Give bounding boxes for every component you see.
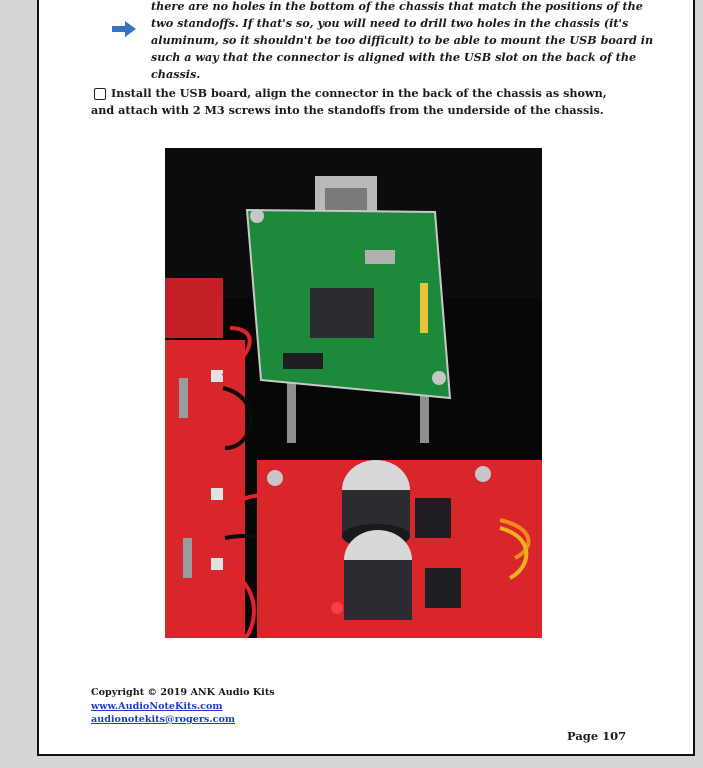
email-link[interactable]: audionotekits@rogers.com	[91, 714, 236, 725]
page-number: Page 107	[567, 729, 627, 743]
step-instruction: Install the USB board, align the connector in the back of the chassis as shown, and attach with 2 M3 screws into the standoffs from the underside of the chassis.	[91, 86, 607, 117]
right-arrow-icon	[111, 19, 137, 39]
usb-board-photo	[165, 148, 542, 638]
footer	[91, 686, 275, 727]
website-link[interactable]: www.AudioNoteKits.com	[91, 700, 223, 712]
note-text: there are no holes in the bottom of the chassis that match the positions of the two standoffs. If that's so, you will need to drill two holes in the chassis (it's aluminum, so it shouldn't be too difficult) to be able to mount the USB board in such a way that the connector is aligned with the USB slot on the back of the chassis.	[151, 0, 654, 81]
copyright-text: Copyright © 2019 ANK Audio Kits	[91, 687, 275, 698]
document-page	[37, 0, 695, 756]
